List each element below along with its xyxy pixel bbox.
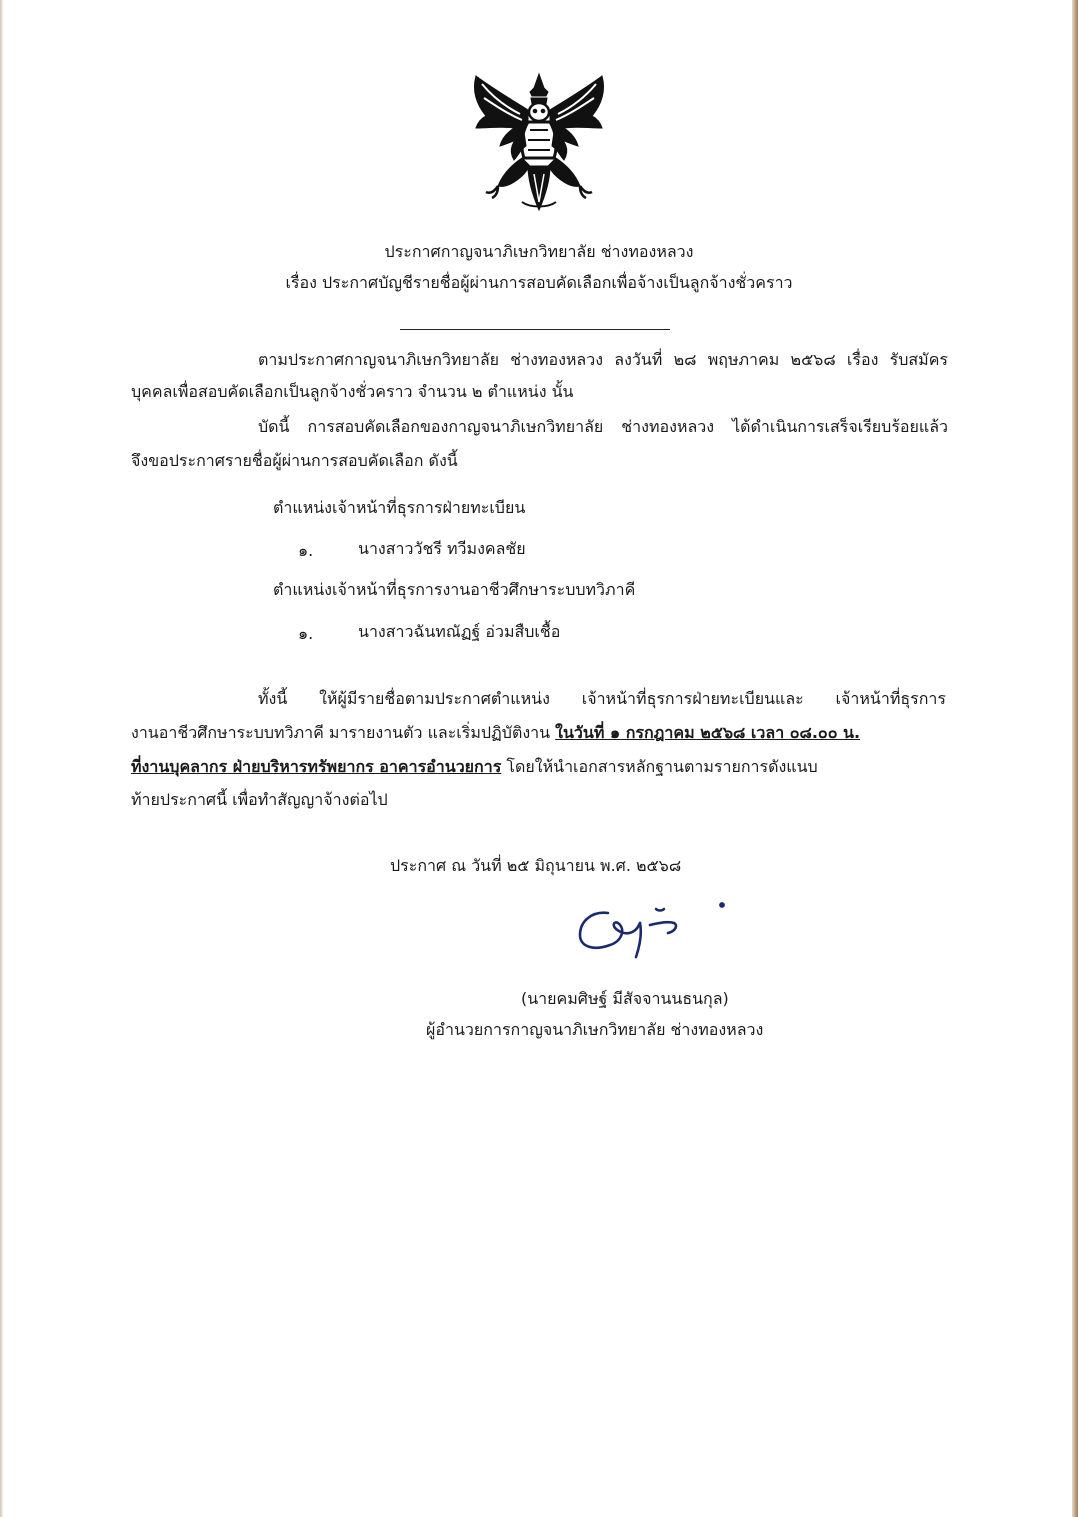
candidate-name: นางสาววัชรี ทวีมงคลชัย bbox=[358, 539, 526, 558]
list-number: ๑. bbox=[298, 541, 314, 560]
garuda-emblem-icon bbox=[462, 70, 616, 220]
position-title: ตำแหน่งเจ้าหน้าที่ธุรการงานอาชีวศึกษาระบบทวิภาคี bbox=[273, 580, 636, 599]
signatory-position: ผู้อำนวยการกาญจนาภิเษกวิทยาลัย ช่างทองหลวง bbox=[426, 1020, 764, 1039]
report-location-emphasis: ที่งานบุคลากร ฝ่ายบริหารทรัพยากร อาคารอำนวยการ bbox=[131, 757, 502, 776]
closing-line-3 bbox=[131, 756, 951, 778]
signatory-name: (นายคมศิษฐ์ มีสัจจานนธนกุล) bbox=[521, 989, 729, 1008]
announcement-title: ประกาศกาญจนาภิเษกวิทยาลัย ช่างทองหลวง bbox=[384, 242, 694, 261]
paragraph-1-line-2: บุคคลเพื่อสอบคัดเลือกเป็นลูกจ้างชั่วคราว จำนวน ๒ ตำแหน่ง นั้น bbox=[131, 382, 574, 401]
closing-line-4: ท้ายประกาศนี้ เพื่อทำสัญญาจ้างต่อไป bbox=[131, 790, 388, 809]
handwritten-signature bbox=[570, 895, 740, 975]
page-edge-left bbox=[0, 0, 3, 1517]
list-number: ๑. bbox=[298, 624, 314, 643]
position-title: ตำแหน่งเจ้าหน้าที่ธุรการฝ่ายทะเบียน bbox=[273, 498, 526, 517]
paragraph-2-line-1: บัดนี้ การสอบคัดเลือกของกาญจนาภิเษกวิทยาลัย ช่างทองหลวง ได้ดำเนินการเสร็จเรียบร้อยแล้ว bbox=[258, 417, 948, 436]
title-divider bbox=[400, 329, 670, 330]
page-edge-right bbox=[1072, 0, 1078, 1517]
closing-line-3-text: โดยให้นำเอกสารหลักฐานตามรายการดังแนบ bbox=[501, 757, 818, 776]
paragraph-2-line-2: จึงขอประกาศรายชื่อผู้ผ่านการสอบคัดเลือก ดังนี้ bbox=[131, 451, 458, 470]
closing-line-1: ทั้งนี้ ให้ผู้มีรายชื่อตามประกาศตำแหน่ง เจ้าหน้าที่ธุรการฝ่ายทะเบียนและ เจ้าหน้าที่ธุรการ bbox=[258, 689, 946, 708]
closing-line-2 bbox=[131, 722, 951, 744]
candidate-name: นางสาวฉันทณัฏฐ์ อ่วมสืบเชื้อ bbox=[358, 622, 561, 641]
announcement-subject: เรื่อง ประกาศบัญชีรายชื่อผู้ผ่านการสอบคัดเลือกเพื่อจ้างเป็นลูกจ้างชั่วคราว bbox=[285, 273, 793, 292]
paragraph-1-line-1: ตามประกาศกาญจนาภิเษกวิทยาลัย ช่างทองหลวง ลงวันที่ ๒๘ พฤษภาคม ๒๕๖๘ เรื่อง รับสมัคร bbox=[258, 350, 948, 369]
announcement-date: ประกาศ ณ วันที่ ๒๕ มิถุนายน พ.ศ. ๒๕๖๘ bbox=[390, 856, 682, 875]
report-date-emphasis: ในวันที่ ๑ กรกฎาคม ๒๕๖๘ เวลา ๐๘.๐๐ น. bbox=[555, 723, 861, 742]
closing-line-2-text: งานอาชีวศึกษาระบบทวิภาคี มารายงานตัว และเริ่มปฏิบัติงาน bbox=[131, 723, 556, 742]
